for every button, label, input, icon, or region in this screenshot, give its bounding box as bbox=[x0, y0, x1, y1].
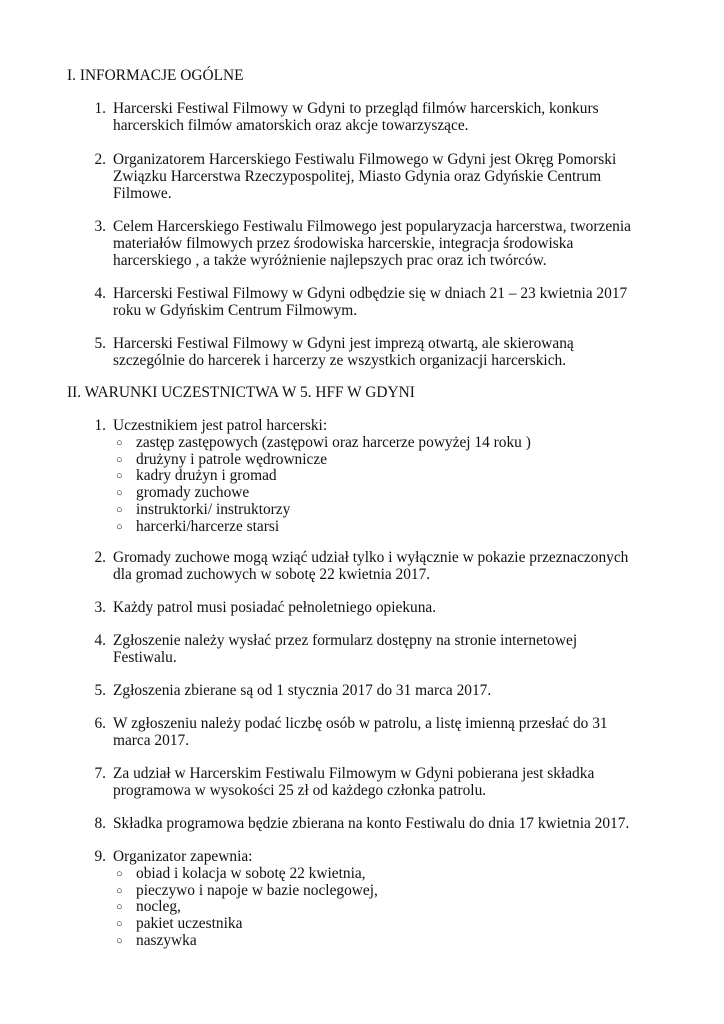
list-item bbox=[86, 550, 666, 584]
item-text-line: roku w Gdyńskim Centrum Filmowym. bbox=[113, 301, 358, 319]
circle-bullet-icon: ○ bbox=[116, 487, 123, 500]
sub-item-text: zastęp zastępowych (zastępowi oraz harcerze powyżej 14 roku ) bbox=[136, 433, 531, 451]
item-text-line: Harcerski Festiwal Filmowy w Gdyni to przegląd filmów harcerskich, konkurs bbox=[113, 100, 599, 117]
list-item bbox=[86, 816, 666, 833]
item-text-line: Organizator zapewnia: bbox=[113, 848, 253, 865]
sub-item-text: pakiet uczestnika bbox=[136, 915, 243, 933]
item-text-line: Składka programowa będzie zbierana na konto Festiwalu do dnia 17 kwietnia 2017. bbox=[113, 815, 630, 832]
item-text-line: Festiwalu. bbox=[113, 648, 177, 666]
sub-list-item bbox=[113, 916, 666, 933]
circle-bullet-icon: ○ bbox=[116, 901, 123, 914]
item-text-line: Celem Harcerskiego Festiwalu Filmowego jest popularyzacja harcerstwa, tworzenia bbox=[113, 218, 631, 235]
sub-list-item bbox=[113, 866, 666, 883]
list-item bbox=[86, 683, 666, 700]
sub-list-item bbox=[113, 485, 666, 502]
circle-bullet-icon: ○ bbox=[116, 934, 123, 947]
item-number: 5. bbox=[94, 682, 106, 699]
circle-bullet-icon: ○ bbox=[116, 470, 123, 483]
item-number: 4. bbox=[94, 632, 106, 649]
item-number: 4. bbox=[94, 285, 106, 302]
item-text-line: materiałów filmowych przez środowiska harcerskie, integracja środowiska bbox=[113, 234, 574, 252]
item-number: 1. bbox=[94, 417, 106, 434]
item-text-line: programowa w wysokości 25 zł od każdego członka patrolu. bbox=[113, 781, 487, 799]
item-number: 6. bbox=[94, 715, 106, 732]
item-text-line: Gromady zuchowe mogą wziąć udział tylko i wyłącznie w pokazie przeznaczonych bbox=[113, 549, 629, 566]
item-text-line: Filmowe. bbox=[113, 184, 172, 202]
item-text-line: harcerskich filmów amatorskich oraz akcje towarzyszące. bbox=[113, 116, 469, 134]
item-text-line: harcerskiego , a także wyróżnienie najlepszych prac oraz ich twórców. bbox=[113, 251, 547, 269]
item-text-line: Organizatorem Harcerskiego Festiwalu Filmowego w Gdyni jest Okręg Pomorski bbox=[113, 151, 617, 168]
list-item bbox=[86, 152, 666, 202]
item-number: 2. bbox=[94, 549, 106, 566]
sub-item-text: kadry drużyn i gromad bbox=[136, 467, 277, 485]
sub-list-item bbox=[113, 899, 666, 916]
list-item bbox=[86, 418, 666, 536]
item-text-line: Uczestnikiem jest patrol harcerski: bbox=[113, 417, 328, 434]
list-item bbox=[86, 716, 666, 750]
list-item bbox=[86, 219, 666, 269]
item-text-line: Zgłoszenia zbierane są od 1 stycznia 2017 do 31 marca 2017. bbox=[113, 682, 492, 699]
sub-item-text: harcerki/harcerze starsi bbox=[136, 517, 280, 535]
item-number: 7. bbox=[94, 765, 106, 782]
circle-bullet-icon: ○ bbox=[116, 867, 123, 880]
item-number: 2. bbox=[94, 151, 106, 168]
item-text-line: Harcerski Festiwal Filmowy w Gdyni odbędzie się w dniach 21 – 23 kwietnia 2017 bbox=[113, 285, 628, 302]
sub-item-text: instruktorki/ instruktorzy bbox=[136, 500, 291, 518]
item-text-line: Każdy patrol musi posiadać pełnoletniego opiekuna. bbox=[113, 599, 437, 616]
item-text-line: Związku Harcerstwa Rzeczypospolitej, Miasto Gdynia oraz Gdyńskie Centrum bbox=[113, 167, 602, 185]
sub-item-text: drużyny i patrole wędrownicze bbox=[136, 450, 328, 468]
item-text-line: W zgłoszeniu należy podać liczbę osób w patrolu, a listę imienną przesłać do 31 bbox=[113, 715, 608, 732]
circle-bullet-icon: ○ bbox=[116, 918, 123, 931]
list-item bbox=[86, 286, 666, 320]
item-number: 9. bbox=[94, 848, 106, 865]
sub-list-item bbox=[113, 502, 666, 519]
circle-bullet-icon: ○ bbox=[116, 436, 123, 449]
item-number: 3. bbox=[94, 599, 106, 616]
circle-bullet-icon: ○ bbox=[116, 503, 123, 516]
list-item bbox=[86, 600, 666, 617]
item-text-line: Harcerski Festiwal Filmowy w Gdyni jest imprezą otwartą, ale skierowaną bbox=[113, 335, 574, 352]
list-item bbox=[86, 633, 666, 667]
item-text-line: dla gromad zuchowych w sobotę 22 kwietnia 2017. bbox=[113, 565, 431, 583]
section-title: II. WARUNKI UCZESTNICTWA W 5. HFF W GDYNI bbox=[67, 384, 415, 401]
item-number: 1. bbox=[94, 100, 106, 117]
sub-list-item bbox=[113, 933, 666, 950]
item-number: 3. bbox=[94, 218, 106, 235]
sub-list-item bbox=[113, 883, 666, 900]
sub-item-text: naszywka bbox=[136, 931, 197, 949]
sub-item-text: gromady zuchowe bbox=[136, 484, 250, 502]
sub-item-text: obiad i kolacja w sobotę 22 kwietnia, bbox=[136, 864, 366, 882]
sub-item-text: pieczywo i napoje w bazie noclegowej, bbox=[136, 881, 378, 899]
item-text-line: Za udział w Harcerskim Festiwalu Filmowym w Gdyni pobierana jest składka bbox=[113, 765, 595, 782]
list-item bbox=[86, 849, 666, 950]
section-title: I. INFORMACJE OGÓLNE bbox=[67, 67, 244, 84]
item-text-line: szczególnie do harcerek i harcerzy ze wszystkich organizacji harcerskich. bbox=[113, 351, 567, 369]
item-number: 8. bbox=[94, 815, 106, 832]
sub-list-item bbox=[113, 519, 666, 536]
item-number: 5. bbox=[94, 335, 106, 352]
sub-list-item bbox=[113, 435, 666, 452]
item-text-line: marca 2017. bbox=[113, 731, 190, 749]
list-item bbox=[86, 336, 666, 370]
list-item bbox=[86, 766, 666, 800]
sub-list-item bbox=[113, 468, 666, 485]
circle-bullet-icon: ○ bbox=[116, 453, 123, 466]
item-text-line: Zgłoszenie należy wysłać przez formularz dostępny na stronie internetowej bbox=[113, 632, 578, 649]
sub-list-item bbox=[113, 452, 666, 469]
circle-bullet-icon: ○ bbox=[116, 520, 123, 533]
list-item bbox=[86, 101, 666, 135]
circle-bullet-icon: ○ bbox=[116, 884, 123, 897]
sub-item-text: nocleg, bbox=[136, 898, 181, 916]
